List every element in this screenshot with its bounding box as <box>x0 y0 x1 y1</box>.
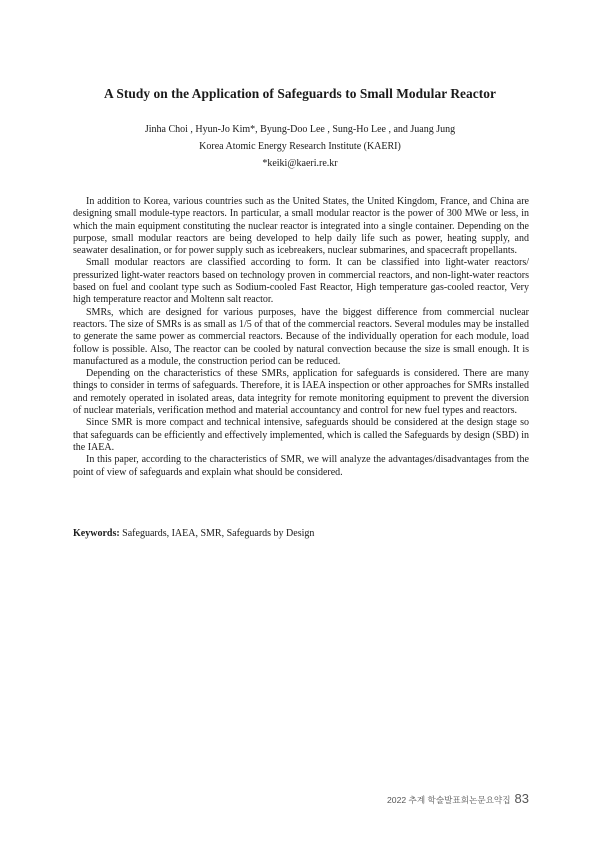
abstract-body <box>73 196 529 479</box>
paragraph: SMRs, which are designed for various purposes, have the biggest difference from commercial nuclear reactors. The size of SMRs is as small as 1/5 of that of the commercial reactors. Several modules may be installed to generate the same power as commercial reactors. Because of the individually operation for each module, load follow is possible. Also, The reactor can be cooled by natural convection because the size is small enough. It is manufactured as a module, the construction period can be reduced. <box>73 306 529 367</box>
paragraph: In this paper, according to the characteristics of SMR, we will analyze the advantages/disadvantages from the point of view of safeguards and explain what should be considered. <box>73 454 529 478</box>
keywords-line <box>73 528 529 539</box>
paragraph: Small modular reactors are classified according to form. It can be classified into light-water reactors/ pressurized light-water reactors based on technology proven in commercial reactors, and non-light-water reactors based on fuel and coolant type such as Sodium-cooled Fast Reactor, High temperature gas-cooled reactor, Very high temperature reactor and Moltenn salt reactor. <box>73 257 529 306</box>
paper-title: A Study on the Application of Safeguards to Small Modular Reactor <box>103 86 497 101</box>
paragraph: Depending on the characteristics of these SMRs, application for safeguards is considered. There are many things to consider in terms of safeguards. Therefore, it is IAEA inspection or other approaches for SMRs installed and remotely operated in isolated areas, data integrity for remote monitoring equipment to prevent the diversion of nuclear materials, verification method and material accountancy and control for new fuel types and reactors. <box>73 368 529 417</box>
keywords-value: Safeguards, IAEA, SMR, Safeguards by Design <box>122 528 315 539</box>
proceedings-name: 2022 추계 학술발표회논문요약집 <box>387 795 511 805</box>
page-footer <box>387 790 529 808</box>
affiliation: Korea Atomic Energy Research Institute (KAERI) <box>199 141 401 152</box>
author-list: Jinha Choi , Hyun-Jo Kim*, Byung-Doo Lee , Sung-Ho Lee , and Juang Jung <box>144 124 456 135</box>
keywords-label: Keywords: <box>73 528 120 539</box>
corresponding-email: *keiki@kaeri.re.kr <box>262 158 338 169</box>
paragraph: In addition to Korea, various countries such as the United States, the United Kingdom, France, and China are designing small module-type reactors. In particular, a small modular reactor is the power of 300 MWe or less, in which the main equipment constituting the nuclear reactor is integrated into a single container. Depending on the purpose, small modular reactors are being developed to help daily life such as power, heating supply, and seawater desalination, or for power supply such as icebreakers, nuclear submarines, and spacecraft propellants. <box>73 196 529 257</box>
paragraph: Since SMR is more compact and technical intensive, safeguards should be considered at the design stage so that safeguards can be efficiently and effectively implemented, which is called the Safeguards by design (SBD) in the IAEA. <box>73 417 529 453</box>
page-number: 83 <box>514 791 529 806</box>
